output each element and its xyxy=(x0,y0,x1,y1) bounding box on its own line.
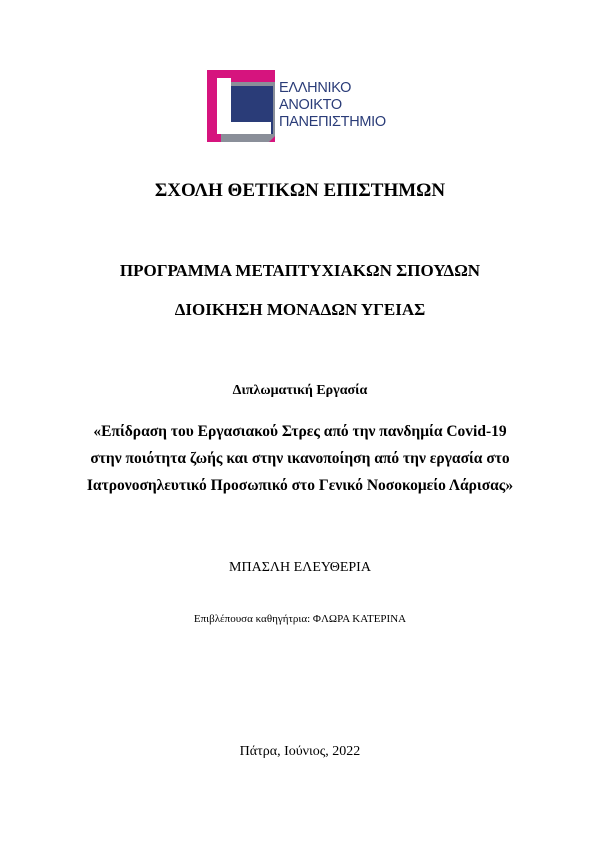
program-specialization: ΔΙΟΙΚΗΣΗ ΜΟΝΑΔΩΝ ΥΓΕΙΑΣ xyxy=(174,300,426,319)
university-name-line-3: ΠΑΝΕΠΙΣΤΗΜΙΟ xyxy=(279,114,386,130)
university-logo xyxy=(207,70,397,142)
program-name: ΠΡΟΓΡΑΜΜΑ ΜΕΤΑΠΤΥΧΙΑΚΩΝ ΣΠΟΥΔΩΝ xyxy=(119,261,481,280)
supervisor: Επιβλέπουσα καθηγήτρια: ΦΛΩΡΑ ΚΑΤΕΡΙΝΑ xyxy=(193,613,407,625)
thesis-title-line-1: «Επίδραση του Εργασιακού Στρες από την πανδημία Covid-19 xyxy=(93,423,507,440)
thesis-title-line-2: στην ποιότητα ζωής και στην ικανοποίηση από την εργασία στο xyxy=(90,450,510,467)
university-name-line-1: ΕΛΛΗΝΙΚΟ xyxy=(279,80,352,96)
university-name-line-2: ΑΝΟΙΚΤΟ xyxy=(279,97,342,113)
university-name xyxy=(279,80,386,131)
author-name: ΜΠΑΣΛΗ ΕΛΕΥΘΕΡΙΑ xyxy=(229,560,371,575)
university-logo-mark-icon xyxy=(207,70,275,142)
school-name: ΣΧΟΛΗ ΘΕΤΙΚΩΝ ΕΠΙΣΤΗΜΩΝ xyxy=(154,180,446,201)
place-date: Πάτρα, Ιούνιος, 2022 xyxy=(239,744,361,759)
thesis-title-line-3: Ιατρονοσηλευτικό Προσωπικό στο Γενικό Νοσοκομείο Λάρισας» xyxy=(86,477,514,494)
thesis-label: Διπλωματική Εργασία xyxy=(232,383,368,398)
